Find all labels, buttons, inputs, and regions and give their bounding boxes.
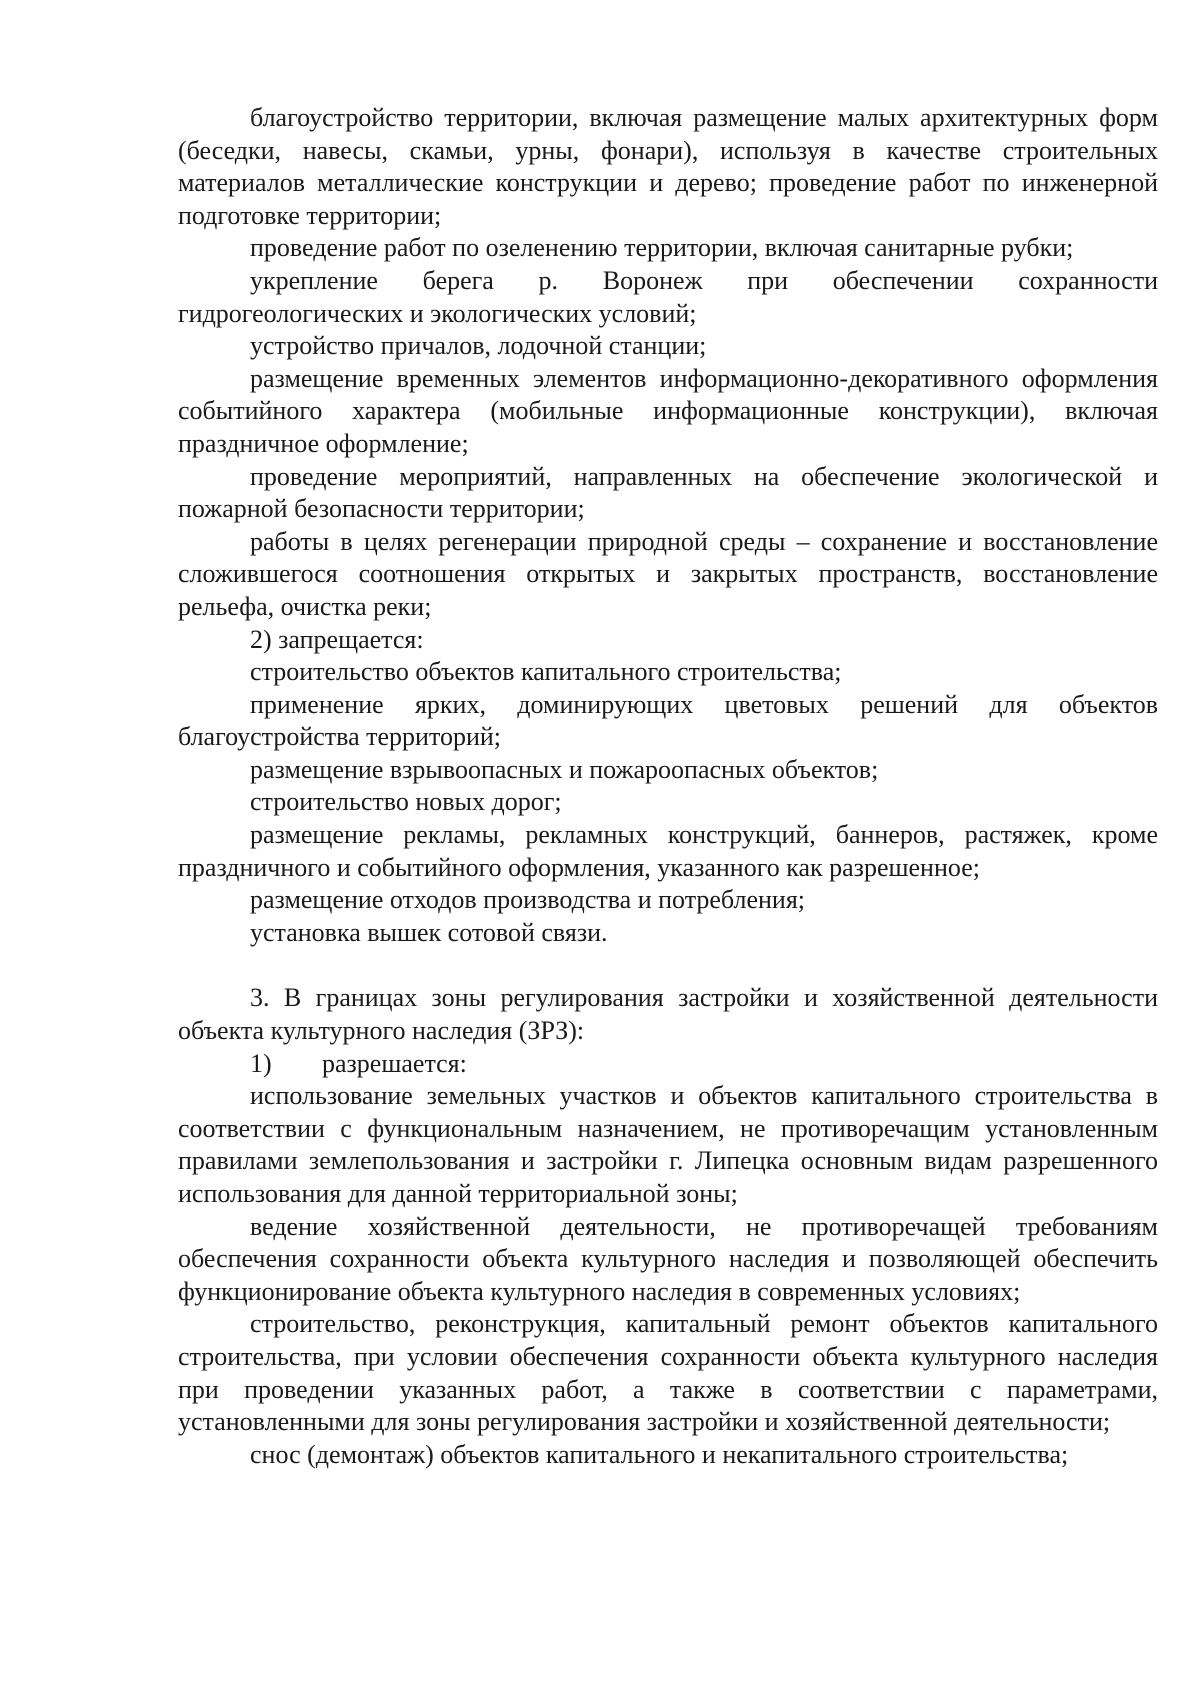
- item-1-number: 1): [250, 1048, 272, 1078]
- paragraph-safety-measures: проведение мероприятий, направленных на обеспечение экологической и пожарной безопасности территории;: [178, 461, 1158, 524]
- paragraph-cell-towers: установка вышек сотовой связи.: [250, 917, 608, 947]
- paragraph-new-roads: строительство новых дорог;: [250, 787, 562, 817]
- paragraph-landscaping: благоустройство территории, включая размещение малых архитектурных форм (беседки, навесы, скамьи, урны, фонари), используя в качестве строительных материалов металлические конструкции и дерево; проведение работ по инженерной подготовке территории;: [178, 103, 1158, 230]
- paragraph-prohibited-heading: 2) запрещается:: [250, 624, 424, 654]
- paragraph-bank-reinforcement: укрепление берега р. Воронеж при обеспечении сохранности гидрогеологических и экологических условий;: [178, 265, 1158, 328]
- paragraph-hazardous-objects: размещение взрывоопасных и пожароопасных объектов;: [250, 754, 879, 784]
- paragraph-advertising: размещение рекламы, рекламных конструкций, баннеров, растяжек, кроме праздничного и событийного оформления, указанного как разрешенное;: [178, 820, 1158, 882]
- paragraph-land-use: использование земельных участков и объектов капитального строительства в соответствии с функциональным назначением, не противоречащим установленным правилами землепользования и застройки г. Липецка основным видам разрешенного использования для данной территориальной зоны;: [178, 1081, 1158, 1208]
- item-1-label: разрешается:: [322, 1048, 467, 1078]
- paragraph-temporary-elements: размещение временных элементов информационно-декоративного оформления событийного характера (мобильные информационные конструкции), включая праздничное оформление;: [178, 363, 1158, 458]
- item-1-allowed: [178, 1048, 1158, 1081]
- paragraph-waste: размещение отходов производства и потребления;: [250, 885, 806, 915]
- paragraph-construction-reconstruction: строительство, реконструкция, капитальный ремонт объектов капитального строительства, при условии обеспечения сохранности объекта культурного наследия при проведении указанных работ, а также в соответствии с параметрами, установленными для зоны регулирования застройки и хозяйственной деятельности;: [178, 1309, 1158, 1437]
- paragraph-bright-colors: применение ярких, доминирующих цветовых решений для объектов благоустройства территорий;: [178, 689, 1158, 752]
- paragraph-greening: проведение работ по озеленению территории, включая санитарные рубки;: [250, 233, 1074, 263]
- paragraph-piers: устройство причалов, лодочной станции;: [250, 331, 707, 361]
- paragraph-demolition: снос (демонтаж) объектов капитального и некапитального строительства;: [250, 1439, 1069, 1469]
- paragraph-economic-activity: ведение хозяйственной деятельности, не противоречащей требованиям обеспечения сохранности объекта культурного наследия и позволяющей обеспечить функционирование объекта культурного наследия в современных условиях;: [178, 1211, 1158, 1306]
- paragraph-capital-construction: строительство объектов капитального строительства;: [250, 657, 842, 687]
- document-page: [178, 102, 1158, 1471]
- section-3-heading: 3. В границах зоны регулирования застройки и хозяйственной деятельности объекта культурного наследия (ЗРЗ):: [178, 983, 1158, 1046]
- paragraph-regeneration: работы в целях регенерации природной среды – сохранение и восстановление сложившегося соотношения открытых и закрытых пространств, восстановление рельефа, очистка реки;: [178, 526, 1158, 621]
